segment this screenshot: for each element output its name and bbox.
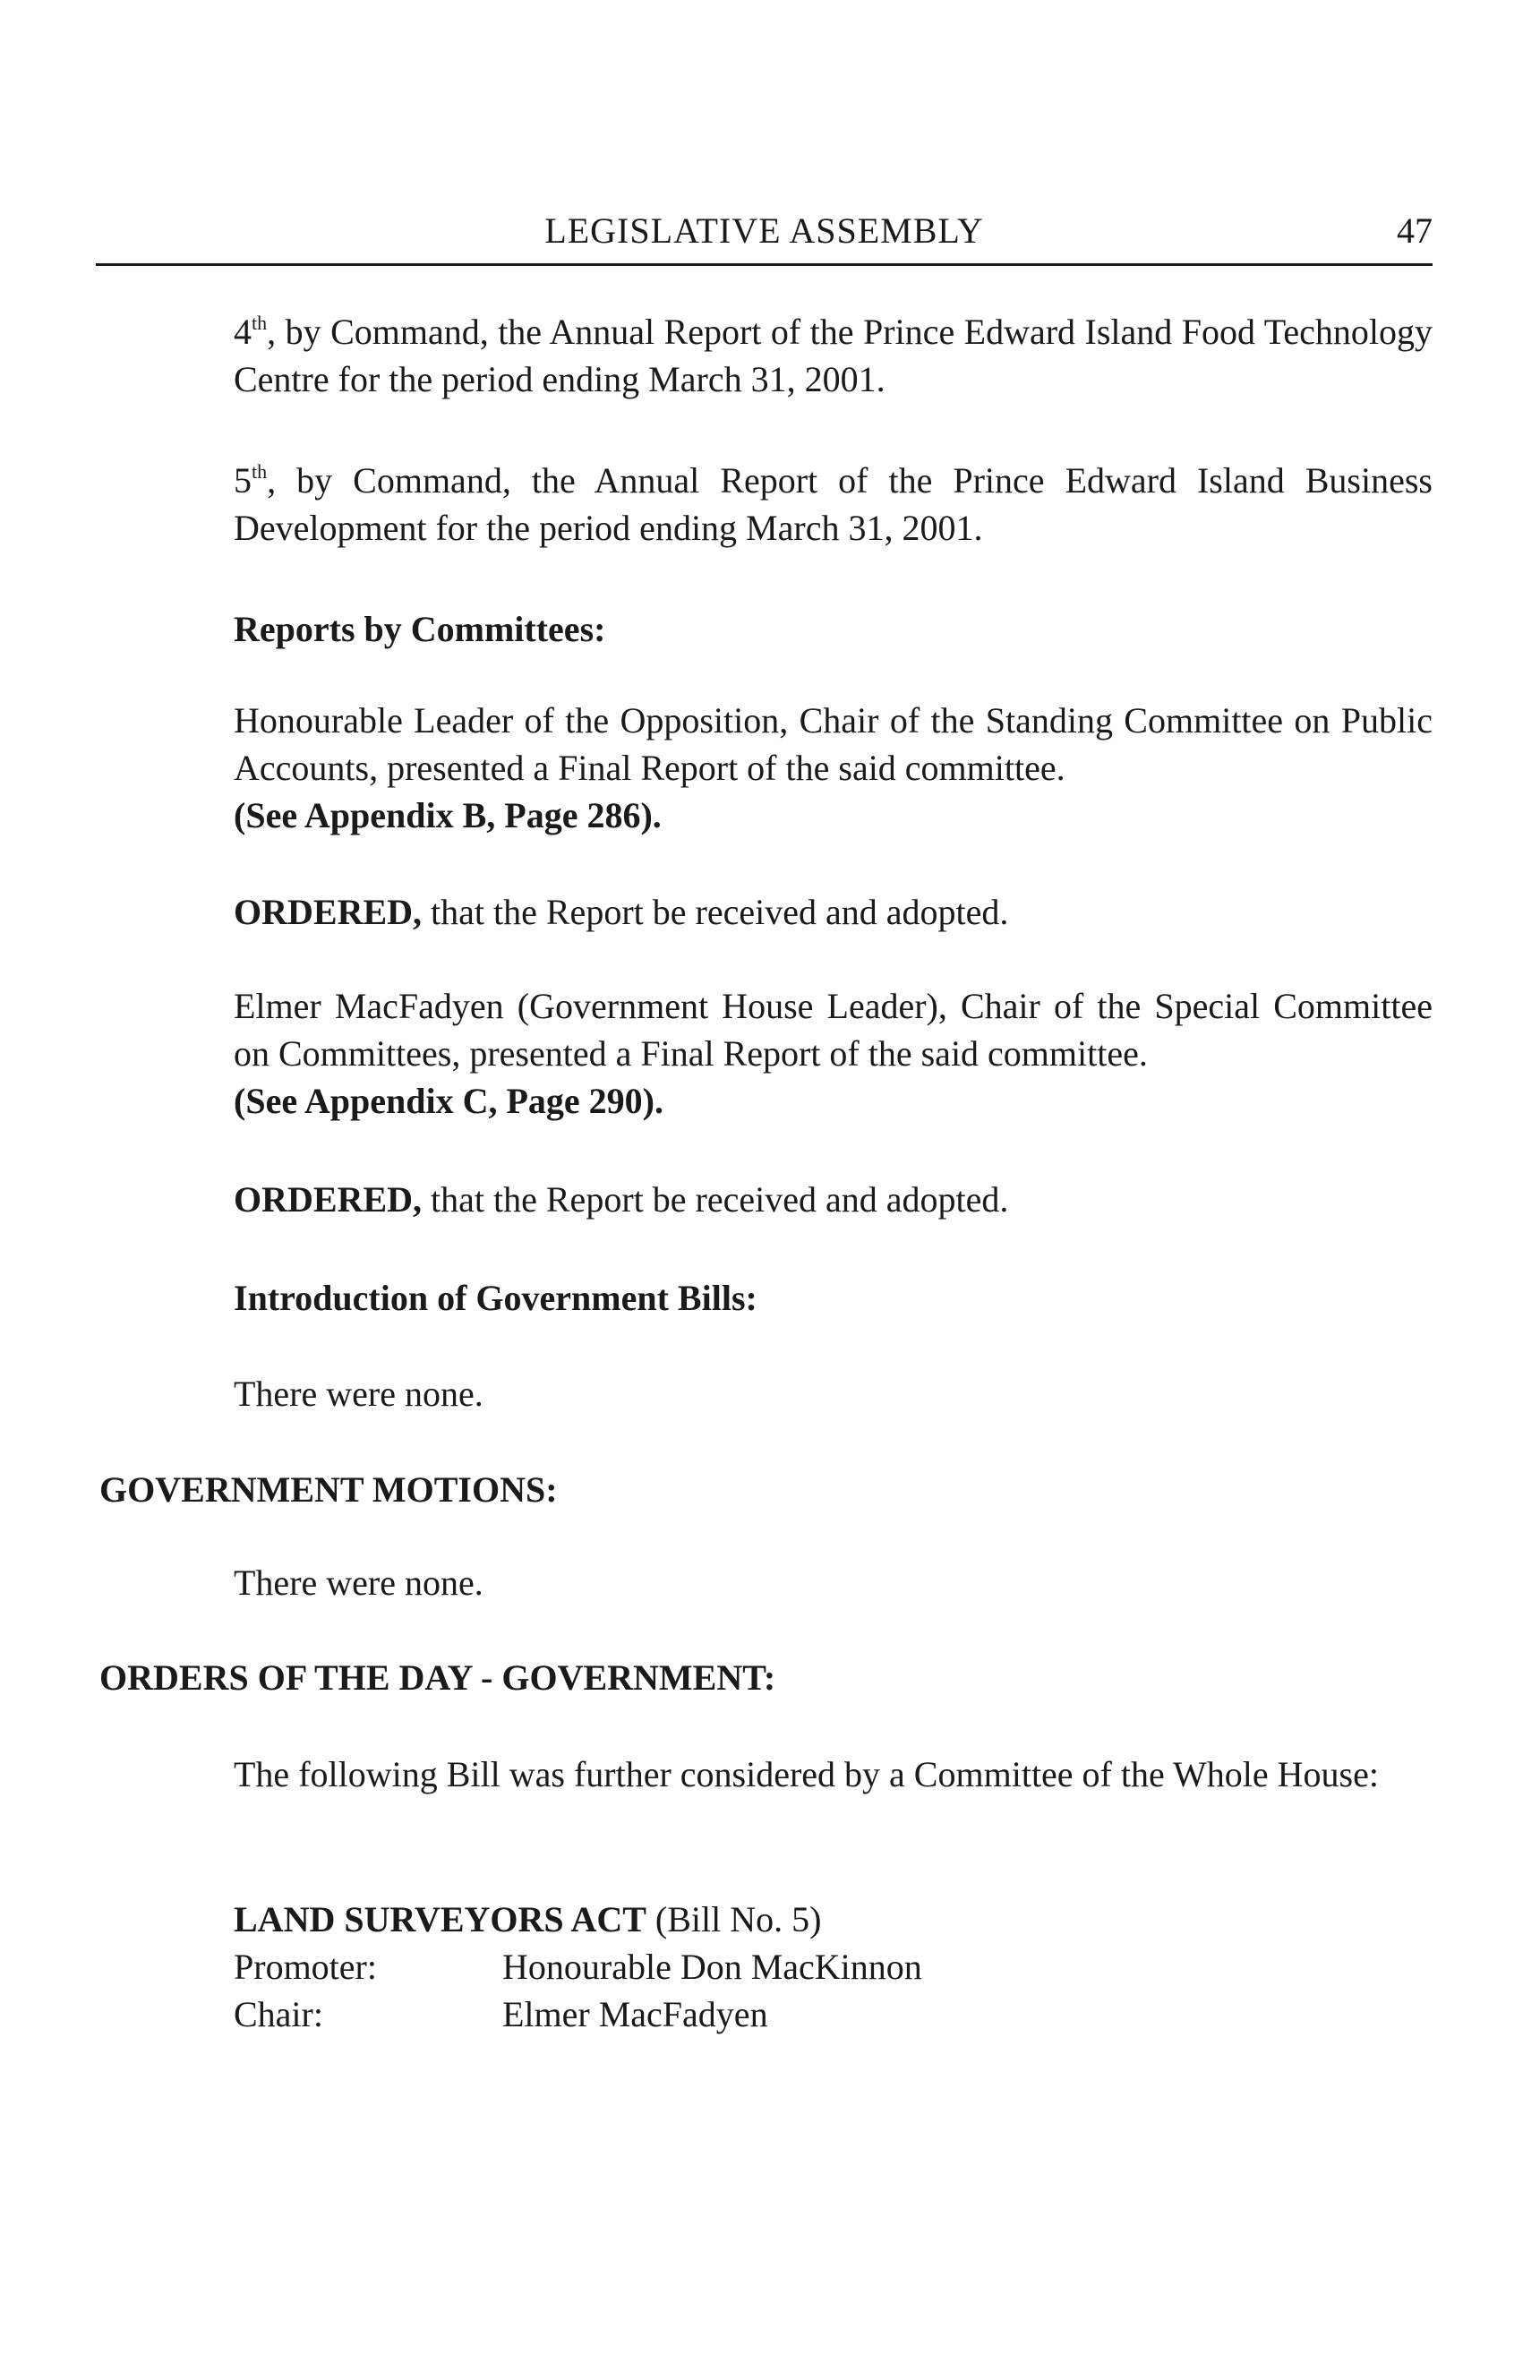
ordinal-number: 5	[234, 460, 252, 501]
ordinal-number: 4	[234, 312, 252, 352]
report-text: Elmer MacFadyen (Government House Leader), Chair of the Special Committee on Committees, presented a Final Report of the said committee.	[234, 986, 1433, 1074]
committee-report-public-accounts	[234, 697, 1433, 839]
ordered-text: that the Report be received and adopted.	[422, 892, 1009, 932]
bill-details	[234, 1896, 1433, 2038]
bill-number: (Bill No. 5)	[646, 1899, 822, 1939]
bill-chair-row	[234, 1990, 1433, 2038]
committee-report-special-committee	[234, 982, 1433, 1125]
chair-label: Chair:	[234, 1994, 323, 2034]
ordinal-suffix: th	[252, 312, 268, 334]
promoter-value: Honourable Don MacKinnon	[502, 1947, 922, 1987]
bill-promoter-row	[234, 1943, 1433, 1990]
bill-title: LAND SURVEYORS ACT	[234, 1899, 646, 1939]
ordered-statement	[234, 888, 1433, 936]
tabled-report-4	[234, 308, 1433, 403]
promoter-label: Promoter:	[234, 1947, 377, 1987]
page-number: 47	[1397, 210, 1433, 251]
appendix-reference: (See Appendix C, Page 290).	[234, 1081, 663, 1121]
section-heading-government-bills: Introduction of Government Bills:	[234, 1278, 757, 1318]
report-text: , by Command, the Annual Report of the Prince Edward Island Business Development for the period ending March 31, 2001.	[234, 460, 1433, 548]
government-motions-text: There were none.	[234, 1562, 483, 1603]
report-text: , by Command, the Annual Report of the Prince Edward Island Food Technology Centre for the period ending March 31, 2001.	[234, 312, 1433, 399]
ordered-statement	[234, 1176, 1433, 1223]
page-title: LEGISLATIVE ASSEMBLY	[544, 210, 984, 251]
ordered-label: ORDERED,	[234, 892, 423, 932]
bill-title-line	[234, 1896, 1433, 1943]
chair-value: Elmer MacFadyen	[502, 1994, 768, 2034]
orders-of-the-day-text: The following Bill was further considered by a Committee of the Whole House:	[234, 1754, 1379, 1794]
section-heading-committee-reports: Reports by Committees:	[234, 609, 606, 649]
section-heading-government-motions: GOVERNMENT MOTIONS:	[99, 1469, 558, 1510]
report-text: Honourable Leader of the Opposition, Chair of the Standing Committee on Public Accounts, presented a Final Report of the said committee.	[234, 700, 1433, 788]
government-bills-text: There were none.	[234, 1374, 483, 1414]
section-heading-orders-of-the-day: ORDERS OF THE DAY - GOVERNMENT:	[99, 1657, 776, 1698]
appendix-reference: (See Appendix B, Page 286).	[234, 795, 662, 835]
ordered-text: that the Report be received and adopted.	[422, 1179, 1009, 1220]
ordered-label: ORDERED,	[234, 1179, 423, 1220]
ordinal-suffix: th	[252, 460, 268, 483]
tabled-report-5	[234, 457, 1433, 552]
page-header	[96, 208, 1433, 266]
